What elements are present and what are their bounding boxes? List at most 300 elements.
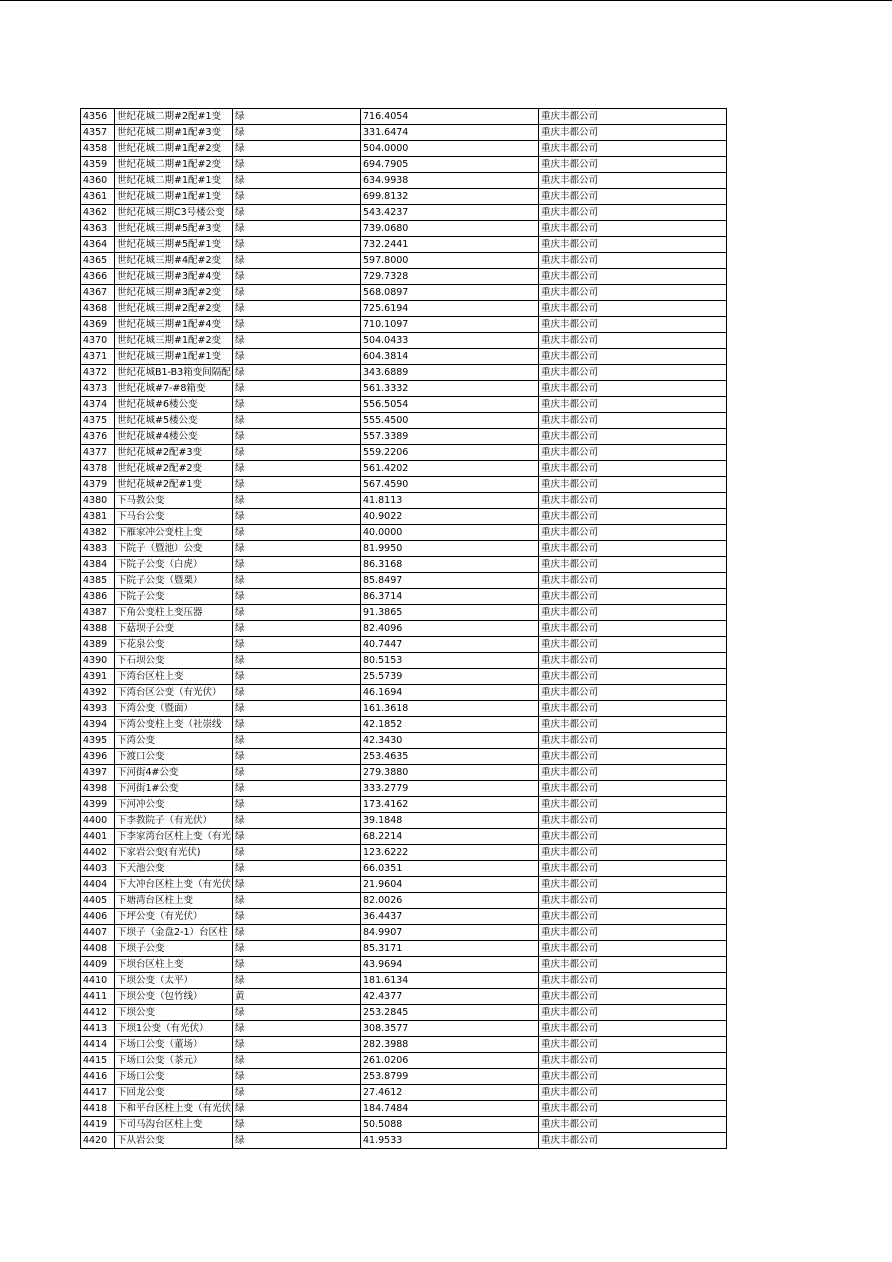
company-cell: 重庆丰都公司: [539, 877, 727, 893]
value-cell: 279.3880: [361, 765, 539, 781]
value-cell: 504.0000: [361, 141, 539, 157]
status-cell: 绿: [233, 653, 361, 669]
name-cell: 世纪花城#2配#1变: [115, 477, 233, 493]
value-cell: 82.0026: [361, 893, 539, 909]
status-cell: 绿: [233, 365, 361, 381]
row-id-cell: 4358: [81, 141, 115, 157]
name-cell: 下坝公变: [115, 1005, 233, 1021]
value-cell: 699.8132: [361, 189, 539, 205]
name-cell: 世纪花城#4楼公变: [115, 429, 233, 445]
company-cell: 重庆丰都公司: [539, 605, 727, 621]
name-cell: 下河街4#公变: [115, 765, 233, 781]
company-cell: 重庆丰都公司: [539, 941, 727, 957]
row-id-cell: 4371: [81, 349, 115, 365]
row-id-cell: 4365: [81, 253, 115, 269]
value-cell: 694.7905: [361, 157, 539, 173]
value-cell: 543.4237: [361, 205, 539, 221]
row-id-cell: 4373: [81, 381, 115, 397]
company-cell: 重庆丰都公司: [539, 365, 727, 381]
company-cell: 重庆丰都公司: [539, 621, 727, 637]
table-row: [81, 525, 727, 541]
company-cell: 重庆丰都公司: [539, 589, 727, 605]
status-cell: 黄: [233, 989, 361, 1005]
status-cell: 绿: [233, 941, 361, 957]
name-cell: 世纪花城三期C3号楼公变: [115, 205, 233, 221]
value-cell: 40.7447: [361, 637, 539, 653]
value-cell: 85.8497: [361, 573, 539, 589]
name-cell: 世纪花城三期#3配#4变: [115, 269, 233, 285]
value-cell: 253.4635: [361, 749, 539, 765]
company-cell: 重庆丰都公司: [539, 1021, 727, 1037]
table-row: [81, 813, 727, 829]
row-id-cell: 4359: [81, 157, 115, 173]
name-cell: 下院子公变（白虎）: [115, 557, 233, 573]
value-cell: 567.4590: [361, 477, 539, 493]
table-row: [81, 989, 727, 1005]
status-cell: 绿: [233, 429, 361, 445]
name-cell: 下石坝公变: [115, 653, 233, 669]
table-row: [81, 365, 727, 381]
company-cell: 重庆丰都公司: [539, 381, 727, 397]
row-id-cell: 4414: [81, 1037, 115, 1053]
value-cell: 84.9907: [361, 925, 539, 941]
table-row: [81, 621, 727, 637]
table-row: [81, 733, 727, 749]
name-cell: 世纪花城#5楼公变: [115, 413, 233, 429]
row-id-cell: 4413: [81, 1021, 115, 1037]
status-cell: 绿: [233, 557, 361, 573]
value-cell: 41.8113: [361, 493, 539, 509]
value-cell: 710.1097: [361, 317, 539, 333]
company-cell: 重庆丰都公司: [539, 1005, 727, 1021]
status-cell: 绿: [233, 845, 361, 861]
table-row: [81, 637, 727, 653]
company-cell: 重庆丰都公司: [539, 221, 727, 237]
page-top-border: [0, 0, 892, 1]
row-id-cell: 4377: [81, 445, 115, 461]
company-cell: 重庆丰都公司: [539, 1117, 727, 1133]
company-cell: 重庆丰都公司: [539, 557, 727, 573]
name-cell: 下湾公变（暨面）: [115, 701, 233, 717]
row-id-cell: 4397: [81, 765, 115, 781]
company-cell: 重庆丰都公司: [539, 1101, 727, 1117]
company-cell: 重庆丰都公司: [539, 573, 727, 589]
table-row: [81, 397, 727, 413]
value-cell: 331.6474: [361, 125, 539, 141]
company-cell: 重庆丰都公司: [539, 717, 727, 733]
company-cell: 重庆丰都公司: [539, 1037, 727, 1053]
value-cell: 50.5088: [361, 1117, 539, 1133]
company-cell: 重庆丰都公司: [539, 685, 727, 701]
company-cell: 重庆丰都公司: [539, 109, 727, 125]
row-id-cell: 4366: [81, 269, 115, 285]
name-cell: 下天池公变: [115, 861, 233, 877]
name-cell: 下马台公变: [115, 509, 233, 525]
name-cell: 下坝公变（太平）: [115, 973, 233, 989]
row-id-cell: 4369: [81, 317, 115, 333]
name-cell: 下院子（暨池）公变: [115, 541, 233, 557]
name-cell: 下坝公变（包竹线）: [115, 989, 233, 1005]
company-cell: 重庆丰都公司: [539, 829, 727, 845]
value-cell: 739.0680: [361, 221, 539, 237]
company-cell: 重庆丰都公司: [539, 989, 727, 1005]
company-cell: 重庆丰都公司: [539, 461, 727, 477]
value-cell: 40.9022: [361, 509, 539, 525]
name-cell: 世纪花城三期#5配#3变: [115, 221, 233, 237]
row-id-cell: 4368: [81, 301, 115, 317]
name-cell: 下坪公变（有光伏）: [115, 909, 233, 925]
value-cell: 42.4377: [361, 989, 539, 1005]
row-id-cell: 4367: [81, 285, 115, 301]
company-cell: 重庆丰都公司: [539, 205, 727, 221]
name-cell: 世纪花城二期#1配#1变: [115, 173, 233, 189]
name-cell: 下塘湾台区柱上变: [115, 893, 233, 909]
table-row: [81, 669, 727, 685]
value-cell: 181.6134: [361, 973, 539, 989]
table-row: [81, 253, 727, 269]
value-cell: 173.4162: [361, 797, 539, 813]
status-cell: 绿: [233, 893, 361, 909]
status-cell: 绿: [233, 1101, 361, 1117]
company-cell: 重庆丰都公司: [539, 397, 727, 413]
table-row: [81, 381, 727, 397]
status-cell: 绿: [233, 333, 361, 349]
status-cell: 绿: [233, 589, 361, 605]
company-cell: 重庆丰都公司: [539, 285, 727, 301]
row-id-cell: 4418: [81, 1101, 115, 1117]
name-cell: 下李家湾台区柱上变（有光: [115, 829, 233, 845]
table-row: [81, 173, 727, 189]
name-cell: 下大冲台区柱上变（有光伏: [115, 877, 233, 893]
table-row: [81, 269, 727, 285]
table-row: [81, 1021, 727, 1037]
company-cell: 重庆丰都公司: [539, 541, 727, 557]
row-id-cell: 4382: [81, 525, 115, 541]
table-row: [81, 1005, 727, 1021]
table-row: [81, 237, 727, 253]
row-id-cell: 4387: [81, 605, 115, 621]
company-cell: 重庆丰都公司: [539, 909, 727, 925]
name-cell: 下湾台区柱上变: [115, 669, 233, 685]
name-cell: 下坝子（金盘2-1）台区柱: [115, 925, 233, 941]
table-row: [81, 1085, 727, 1101]
table-row: [81, 1053, 727, 1069]
value-cell: 36.4437: [361, 909, 539, 925]
value-cell: 556.5054: [361, 397, 539, 413]
table-row: [81, 301, 727, 317]
row-id-cell: 4405: [81, 893, 115, 909]
value-cell: 732.2441: [361, 237, 539, 253]
table-row: [81, 957, 727, 973]
status-cell: 绿: [233, 1053, 361, 1069]
company-cell: 重庆丰都公司: [539, 301, 727, 317]
name-cell: 世纪花城二期#1配#2变: [115, 157, 233, 173]
status-cell: 绿: [233, 733, 361, 749]
row-id-cell: 4383: [81, 541, 115, 557]
status-cell: 绿: [233, 141, 361, 157]
table-row: [81, 221, 727, 237]
status-cell: 绿: [233, 1037, 361, 1053]
name-cell: 下花泉公变: [115, 637, 233, 653]
name-cell: 世纪花城B1-B3箱变间隔配: [115, 365, 233, 381]
value-cell: 568.0897: [361, 285, 539, 301]
row-id-cell: 4380: [81, 493, 115, 509]
row-id-cell: 4410: [81, 973, 115, 989]
table-row: [81, 653, 727, 669]
table-row: [81, 1101, 727, 1117]
table-row: [81, 605, 727, 621]
company-cell: 重庆丰都公司: [539, 237, 727, 253]
row-id-cell: 4402: [81, 845, 115, 861]
row-id-cell: 4404: [81, 877, 115, 893]
status-cell: 绿: [233, 237, 361, 253]
value-cell: 343.6889: [361, 365, 539, 381]
company-cell: 重庆丰都公司: [539, 957, 727, 973]
name-cell: 世纪花城三期#1配#1变: [115, 349, 233, 365]
name-cell: 下坝台区柱上变: [115, 957, 233, 973]
name-cell: 下司马沟台区柱上变: [115, 1117, 233, 1133]
name-cell: 世纪花城三期#4配#2变: [115, 253, 233, 269]
value-cell: 504.0433: [361, 333, 539, 349]
company-cell: 重庆丰都公司: [539, 781, 727, 797]
company-cell: 重庆丰都公司: [539, 973, 727, 989]
company-cell: 重庆丰都公司: [539, 893, 727, 909]
status-cell: 绿: [233, 381, 361, 397]
name-cell: 下角公变柱上变压器: [115, 605, 233, 621]
status-cell: 绿: [233, 477, 361, 493]
row-id-cell: 4356: [81, 109, 115, 125]
status-cell: 绿: [233, 109, 361, 125]
value-cell: 716.4054: [361, 109, 539, 125]
company-cell: 重庆丰都公司: [539, 669, 727, 685]
table-row: [81, 845, 727, 861]
value-cell: 91.3865: [361, 605, 539, 621]
name-cell: 下河冲公变: [115, 797, 233, 813]
table-row: [81, 1037, 727, 1053]
company-cell: 重庆丰都公司: [539, 477, 727, 493]
table-row: [81, 461, 727, 477]
row-id-cell: 4370: [81, 333, 115, 349]
table-row: [81, 349, 727, 365]
row-id-cell: 4378: [81, 461, 115, 477]
company-cell: 重庆丰都公司: [539, 637, 727, 653]
name-cell: 下院子公变: [115, 589, 233, 605]
name-cell: 下家岩公变(有光伏): [115, 845, 233, 861]
name-cell: 下河街1#公变: [115, 781, 233, 797]
row-id-cell: 4403: [81, 861, 115, 877]
status-cell: 绿: [233, 749, 361, 765]
name-cell: 世纪花城#2配#3变: [115, 445, 233, 461]
company-cell: 重庆丰都公司: [539, 253, 727, 269]
row-id-cell: 4416: [81, 1069, 115, 1085]
status-cell: 绿: [233, 125, 361, 141]
name-cell: 世纪花城二期#2配#1变: [115, 109, 233, 125]
table-row: [81, 909, 727, 925]
status-cell: 绿: [233, 1133, 361, 1149]
table-row: [81, 429, 727, 445]
value-cell: 68.2214: [361, 829, 539, 845]
value-cell: 634.9938: [361, 173, 539, 189]
table-row: [81, 1133, 727, 1149]
table-row: [81, 877, 727, 893]
company-cell: 重庆丰都公司: [539, 925, 727, 941]
name-cell: 世纪花城二期#1配#3变: [115, 125, 233, 141]
name-cell: 下湾公变: [115, 733, 233, 749]
table-row: [81, 717, 727, 733]
status-cell: 绿: [233, 813, 361, 829]
company-cell: 重庆丰都公司: [539, 765, 727, 781]
value-cell: 42.1852: [361, 717, 539, 733]
row-id-cell: 4395: [81, 733, 115, 749]
row-id-cell: 4407: [81, 925, 115, 941]
name-cell: 下坝1公变（有光伏）: [115, 1021, 233, 1037]
row-id-cell: 4360: [81, 173, 115, 189]
name-cell: 下马教公变: [115, 493, 233, 509]
status-cell: 绿: [233, 461, 361, 477]
table-row: [81, 285, 727, 301]
status-cell: 绿: [233, 205, 361, 221]
name-cell: 下场口公变: [115, 1069, 233, 1085]
value-cell: 43.9694: [361, 957, 539, 973]
status-cell: 绿: [233, 1005, 361, 1021]
row-id-cell: 4385: [81, 573, 115, 589]
name-cell: 下院子公变（暨栗）: [115, 573, 233, 589]
row-id-cell: 4379: [81, 477, 115, 493]
value-cell: 559.2206: [361, 445, 539, 461]
table-row: [81, 573, 727, 589]
table-row: [81, 477, 727, 493]
company-cell: 重庆丰都公司: [539, 269, 727, 285]
table-row: [81, 589, 727, 605]
status-cell: 绿: [233, 173, 361, 189]
company-cell: 重庆丰都公司: [539, 701, 727, 717]
value-cell: 729.7328: [361, 269, 539, 285]
value-cell: 25.5739: [361, 669, 539, 685]
name-cell: 下场口公变（董场）: [115, 1037, 233, 1053]
name-cell: 世纪花城#7-#8箱变: [115, 381, 233, 397]
row-id-cell: 4408: [81, 941, 115, 957]
status-cell: 绿: [233, 413, 361, 429]
row-id-cell: 4362: [81, 205, 115, 221]
name-cell: 下雁家冲公变柱上变: [115, 525, 233, 541]
table-row: [81, 829, 727, 845]
table-row: [81, 509, 727, 525]
table-row: [81, 893, 727, 909]
value-cell: 39.1848: [361, 813, 539, 829]
company-cell: 重庆丰都公司: [539, 493, 727, 509]
value-cell: 557.3389: [361, 429, 539, 445]
value-cell: 333.2779: [361, 781, 539, 797]
row-id-cell: 4399: [81, 797, 115, 813]
table-row: [81, 797, 727, 813]
value-cell: 21.9604: [361, 877, 539, 893]
company-cell: 重庆丰都公司: [539, 861, 727, 877]
name-cell: 世纪花城三期#3配#2变: [115, 285, 233, 301]
row-id-cell: 4412: [81, 1005, 115, 1021]
value-cell: 282.3988: [361, 1037, 539, 1053]
table-row: [81, 749, 727, 765]
name-cell: 下从岩公变: [115, 1133, 233, 1149]
value-cell: 555.4500: [361, 413, 539, 429]
value-cell: 80.5153: [361, 653, 539, 669]
company-cell: 重庆丰都公司: [539, 333, 727, 349]
row-id-cell: 4357: [81, 125, 115, 141]
value-cell: 184.7484: [361, 1101, 539, 1117]
company-cell: 重庆丰都公司: [539, 173, 727, 189]
row-id-cell: 4415: [81, 1053, 115, 1069]
row-id-cell: 4394: [81, 717, 115, 733]
row-id-cell: 4391: [81, 669, 115, 685]
name-cell: 下回龙公变: [115, 1085, 233, 1101]
value-cell: 86.3714: [361, 589, 539, 605]
row-id-cell: 4393: [81, 701, 115, 717]
value-cell: 261.0206: [361, 1053, 539, 1069]
status-cell: 绿: [233, 285, 361, 301]
table-row: [81, 1069, 727, 1085]
table-row: [81, 1117, 727, 1133]
value-cell: 86.3168: [361, 557, 539, 573]
name-cell: 世纪花城三期#2配#2变: [115, 301, 233, 317]
row-id-cell: 4390: [81, 653, 115, 669]
table-row: [81, 493, 727, 509]
row-id-cell: 4372: [81, 365, 115, 381]
row-id-cell: 4417: [81, 1085, 115, 1101]
name-cell: 下坝子公变: [115, 941, 233, 957]
row-id-cell: 4392: [81, 685, 115, 701]
status-cell: 绿: [233, 765, 361, 781]
value-cell: 41.9533: [361, 1133, 539, 1149]
value-cell: 27.4612: [361, 1085, 539, 1101]
value-cell: 82.4096: [361, 621, 539, 637]
row-id-cell: 4376: [81, 429, 115, 445]
name-cell: 下菇坝子公变: [115, 621, 233, 637]
status-cell: 绿: [233, 909, 361, 925]
company-cell: 重庆丰都公司: [539, 413, 727, 429]
row-id-cell: 4389: [81, 637, 115, 653]
name-cell: 世纪花城二期#1配#1变: [115, 189, 233, 205]
table-row: [81, 861, 727, 877]
company-cell: 重庆丰都公司: [539, 141, 727, 157]
table-row: [81, 701, 727, 717]
status-cell: 绿: [233, 605, 361, 621]
value-cell: 81.9950: [361, 541, 539, 557]
name-cell: 世纪花城二期#1配#2变: [115, 141, 233, 157]
value-cell: 597.8000: [361, 253, 539, 269]
value-cell: 123.6222: [361, 845, 539, 861]
table-row: [81, 413, 727, 429]
table-row: [81, 141, 727, 157]
row-id-cell: 4419: [81, 1117, 115, 1133]
company-cell: 重庆丰都公司: [539, 189, 727, 205]
row-id-cell: 4374: [81, 397, 115, 413]
value-cell: 253.2845: [361, 1005, 539, 1021]
status-cell: 绿: [233, 269, 361, 285]
row-id-cell: 4381: [81, 509, 115, 525]
value-cell: 725.6194: [361, 301, 539, 317]
table-row: [81, 205, 727, 221]
status-cell: 绿: [233, 797, 361, 813]
status-cell: 绿: [233, 317, 361, 333]
status-cell: 绿: [233, 781, 361, 797]
company-cell: 重庆丰都公司: [539, 1053, 727, 1069]
company-cell: 重庆丰都公司: [539, 653, 727, 669]
status-cell: 绿: [233, 157, 361, 173]
value-cell: 308.3577: [361, 1021, 539, 1037]
row-id-cell: 4398: [81, 781, 115, 797]
value-cell: 561.4202: [361, 461, 539, 477]
name-cell: 世纪花城#2配#2变: [115, 461, 233, 477]
status-cell: 绿: [233, 541, 361, 557]
